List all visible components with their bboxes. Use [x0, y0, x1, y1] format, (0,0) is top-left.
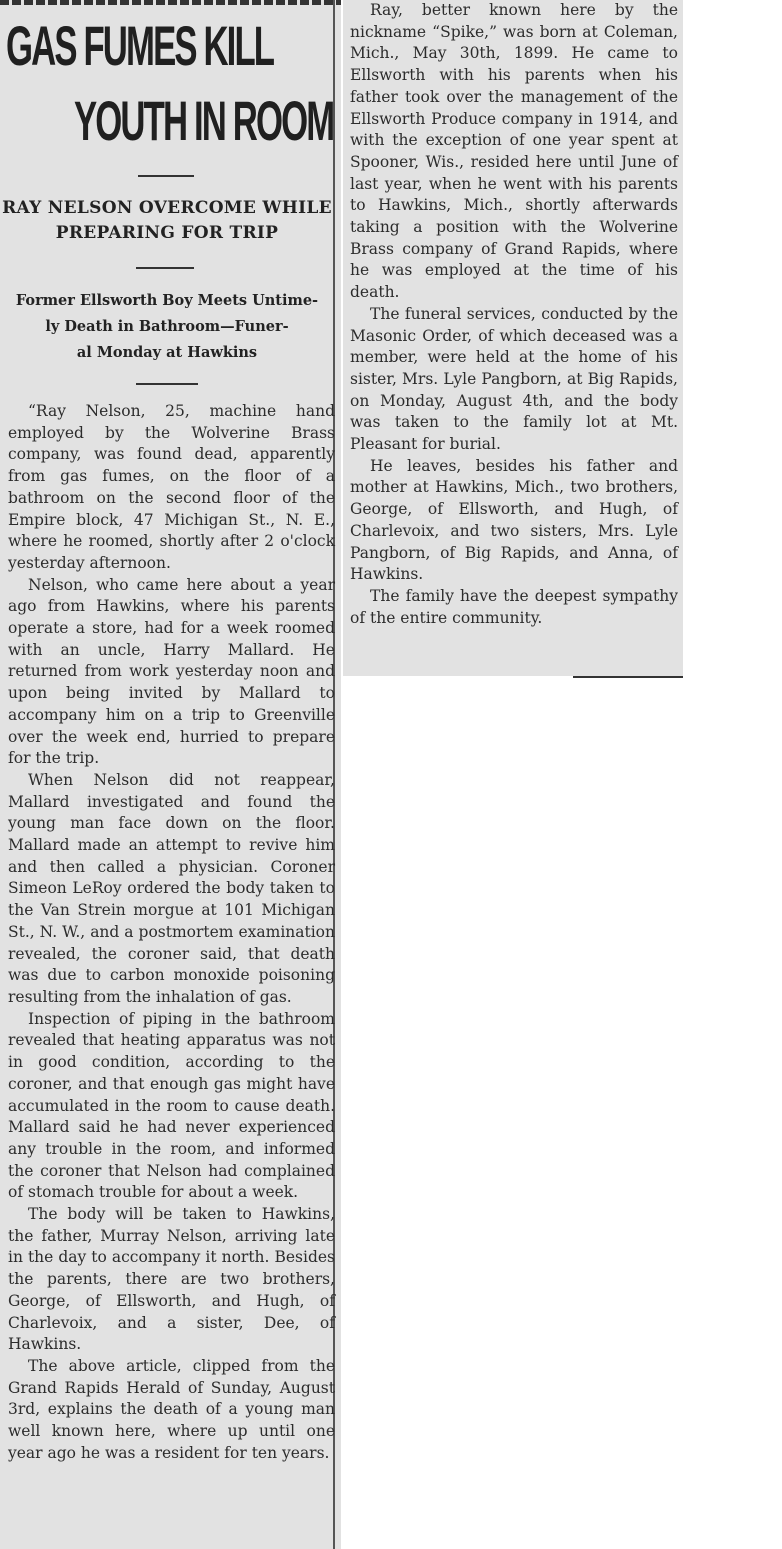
- paragraph: He leaves, besides his father and mother at Hawkins, Mich., two brothers, George, of Ellsworth, and Hugh, of Charlevoix, and two sisters, Mrs. Lyle Pangborn, of Big Rapids, and Anna, of Hawkins.: [350, 456, 678, 584]
- top-rule: [0, 0, 341, 5]
- paragraph: Ray, better known here by the nickname “Spike,” was born at Coleman, Mich., May 30th, 1899. He came to Ellsworth with his parents when his father took over the management of the Ellsworth Produce company in 1914, and with the exception of one year spent at Spooner, Wis., resided here until June of last year, when he went with his parents to Hawkins, Mich., shortly afterwards taking a position with the Wolverine Brass company of Grand Rapids, where he was employed at the time of his death.: [350, 1, 678, 302]
- article-body-left: [8, 401, 335, 1464]
- headline-line-2: YOUTH IN ROOM: [73, 89, 333, 152]
- deck-line-2: ly Death in Bathroom—Funer-: [45, 318, 289, 335]
- article-body-right: [350, 0, 678, 629]
- deck-line-3: al Monday at Hawkins: [76, 344, 258, 361]
- separator-rule: [136, 383, 198, 385]
- subheadline: [0, 196, 334, 246]
- subheadline-line-1: RAY NELSON OVERCOME WHILE: [2, 198, 332, 218]
- end-rule: [573, 676, 683, 678]
- paragraph: When Nelson did not reappear, Mallard investigated and found the young man face down on the floor. Mallard made an attempt to revive him and then called a physician. Coroner Simeon LeRoy ordered the body taken to the Van Strein morgue at 101 Michigan St., N. W., and a postmortem examination revealed, the coroner said, that death was due to carbon monoxide poisoning resulting from the inhalation of gas.: [8, 770, 335, 1006]
- deck-line-1: Former Ellsworth Boy Meets Untime-: [15, 292, 319, 309]
- right-column: [343, 0, 683, 676]
- left-column: [0, 0, 341, 1549]
- subheadline-line-2: PREPARING FOR TRIP: [55, 223, 279, 243]
- paragraph: Inspection of piping in the bathroom revealed that heating apparatus was not in good condition, according to the coroner, and that enough gas might have accumulated in the room to cause death. Mallard said he had never experienced any trouble in the room, and informed the coroner that Nelson had complained of stomach trouble for about a week.: [8, 1009, 335, 1202]
- separator-rule: [136, 267, 194, 269]
- paragraph: The family have the deepest sympathy of the entire community.: [350, 586, 678, 627]
- paragraph: “Ray Nelson, 25, machine hand employed by the Wolverine Brass company, was found dead, apparently from gas fumes, on the floor of a bathroom on the second floor of the Empire block, 47 Michigan St., N. E., where he roomed, shortly after 2 o'clock yesterday afternoon.: [8, 402, 335, 572]
- headline-line-1: GAS FUMES KILL: [6, 14, 274, 77]
- paragraph: Nelson, who came here about a year ago from Hawkins, where his parents operate a store, had for a week roomed with an uncle, Harry Mallard. He returned from work yesterday noon and upon being invited by Mallard to accompany him on a trip to Greenville over the week end, hurried to prepare for the trip.: [8, 575, 335, 768]
- paragraph: The funeral services, conducted by the Masonic Order, of which deceased was a member, were held at the home of his sister, Mrs. Lyle Pangborn, at Big Rapids, on Monday, August 4th, and the body was taken to the family lot at Mt. Pleasant for burial.: [350, 304, 678, 454]
- paragraph: The body will be taken to Hawkins, the father, Murray Nelson, arriving late in the day to accompany it north. Besides the parents, there are two brothers, George, of Ellsworth, and Hugh, of Charlevoix, and a sister, Dee, of Hawkins.: [8, 1205, 335, 1354]
- deck: [0, 288, 334, 366]
- paragraph: The above article, clipped from the Grand Rapids Herald of Sunday, August 3rd, explains the death of a young man well known here, where up until one year ago he was a resident for ten years.: [8, 1356, 335, 1462]
- separator-rule: [138, 175, 194, 177]
